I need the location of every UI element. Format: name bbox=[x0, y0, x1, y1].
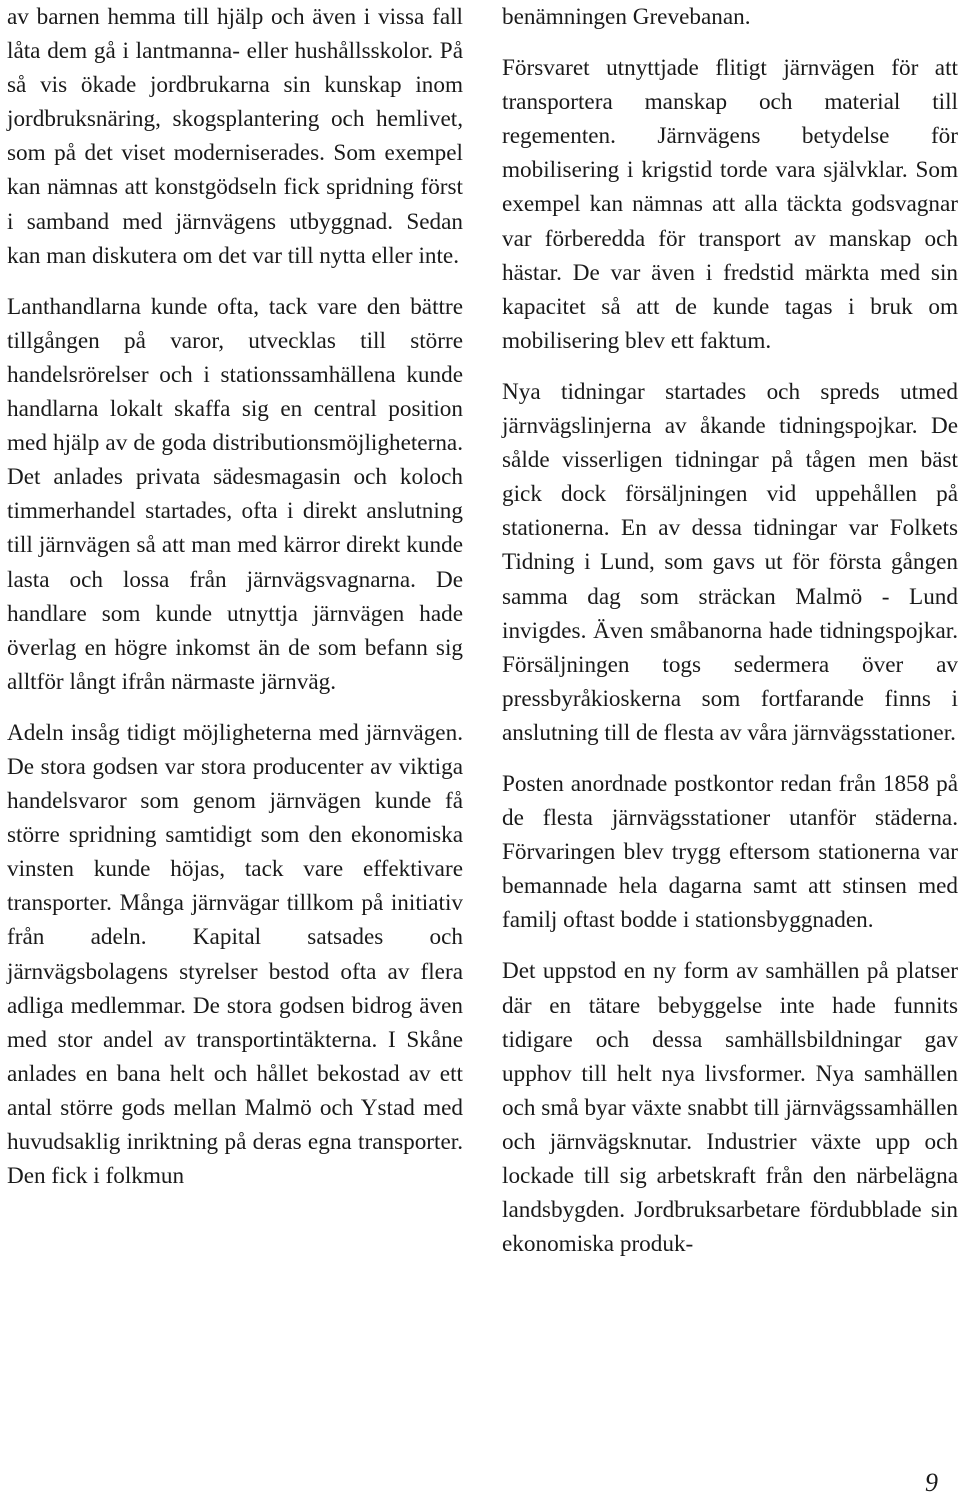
paragraph-right-1: benämningen Grevebanan. bbox=[502, 4, 751, 30]
paragraph-right-5: Det uppstod en ny form av samhällen på platser där en tätare bebyggelse inte hade funnits tidigare och dessa samhällsbildningar gav upphov till helt nya livsformer. Nya samhällen och små byar växte snabbt till järnvägssamhällen och järnvägsknutar. Industrier växte upp och lockade till sig arbetskraft från den närbelägna landsbygden. Jordbruksarbetare fördubblade sin ekonomiska produk- bbox=[502, 958, 958, 1258]
right-column bbox=[502, 0, 958, 1261]
paragraph-left-3: Adeln insåg tidigt möjligheterna med järnvägen. De stora godsen var stora producenter av viktiga handelsvaror som genom järnvägen kunde få större spridning samtidigt som den ekonomiska vinsten kunde höjas, tack vare effektivare transporter. Många järnvägar tillkom på initiativ från adeln. Kapital satsades och järnvägsbolagens styrelser bestod ofta av flera adliga medlemmar. De stora godsen bidrog även med stor andel av transportintäkterna. I Skåne anlades en bana helt och hållet bekostad av ett antal större gods mellan Malmö och Ystad med huvudsaklig inriktning på deras egna transporter. Den fick i folkmun bbox=[7, 719, 463, 1190]
paragraph-left-1: av barnen hemma till hjälp och även i vissa fall låta dem gå i lantmanna- eller hushållsskolor. På så vis ökade jordbrukarna sin kunskap inom jordbruksnäring, skogsplantering och hemlivet, som på det viset moderniserades. Som exempel kan nämnas att konstgödseln fick spridning först i samband med järnvägens utbyggnad. Sedan kan man diskutera om det var till nytta eller inte. bbox=[7, 4, 463, 269]
paragraph-right-4: Posten anordnade postkontor redan från 1858 på de flesta järnvägsstationer utanför städerna. Förvaringen blev trygg eftersom stationerna var bemannade hela dagarna samt att stinsen med familj oftast bodde i stationsbyggnaden. bbox=[502, 770, 958, 934]
paragraph-right-2: Försvaret utnyttjade flitigt järnvägen för att transportera manskap och material till regementen. Järnvägens betydelse för mobilisering i krigstid torde vara självklar. Som exempel kan nämnas att alla täckta godsvagnar var förberedda för transport av manskap och hästar. De var även i fredstid märkta med sin kapacitet så att de kunde tagas i bruk om mobilisering blev ett faktum. bbox=[502, 55, 958, 354]
paragraph-left-2: Lanthandlarna kunde ofta, tack vare den bättre tillgången på varor, utvecklas till större handelsrörelser och i stationssamhällena kunde handlarna lokalt skaffa sig en central position med hjälp av de goda distributionsmöjligheterna. Det anlades privata sädesmagasin och koloch timmerhandel startades, ofta i direkt anslutning till järnvägen så att man med kärror direkt kunde lasta och lossa från järnvägsvagnarna. De handlare som kunde utnyttja järnvägen hade överlag en högre inkomst än de som befann sig alltför långt ifrån närmaste järnväg. bbox=[7, 293, 463, 695]
left-column bbox=[7, 0, 463, 1193]
page-number: 9 bbox=[925, 1468, 938, 1497]
paragraph-right-3: Nya tidningar startades och spreds utmed järnvägslinjerna av åkande tidningspojkar. De sålde visserligen tidningar på tågen men bäst gick dock försäljningen vid uppehållen på stationerna. En av dessa tidningar var Folkets Tidning i Lund, som gavs ut för första gången samma dag som sträckan Malmö - Lund invigdes. Även småbanorna hade tidningspojkar. Försäljningen togs sedermera över av pressbyråkioskerna som fortfarande finns i anslutning till de flesta av våra järnvägsstationer. bbox=[502, 378, 958, 746]
